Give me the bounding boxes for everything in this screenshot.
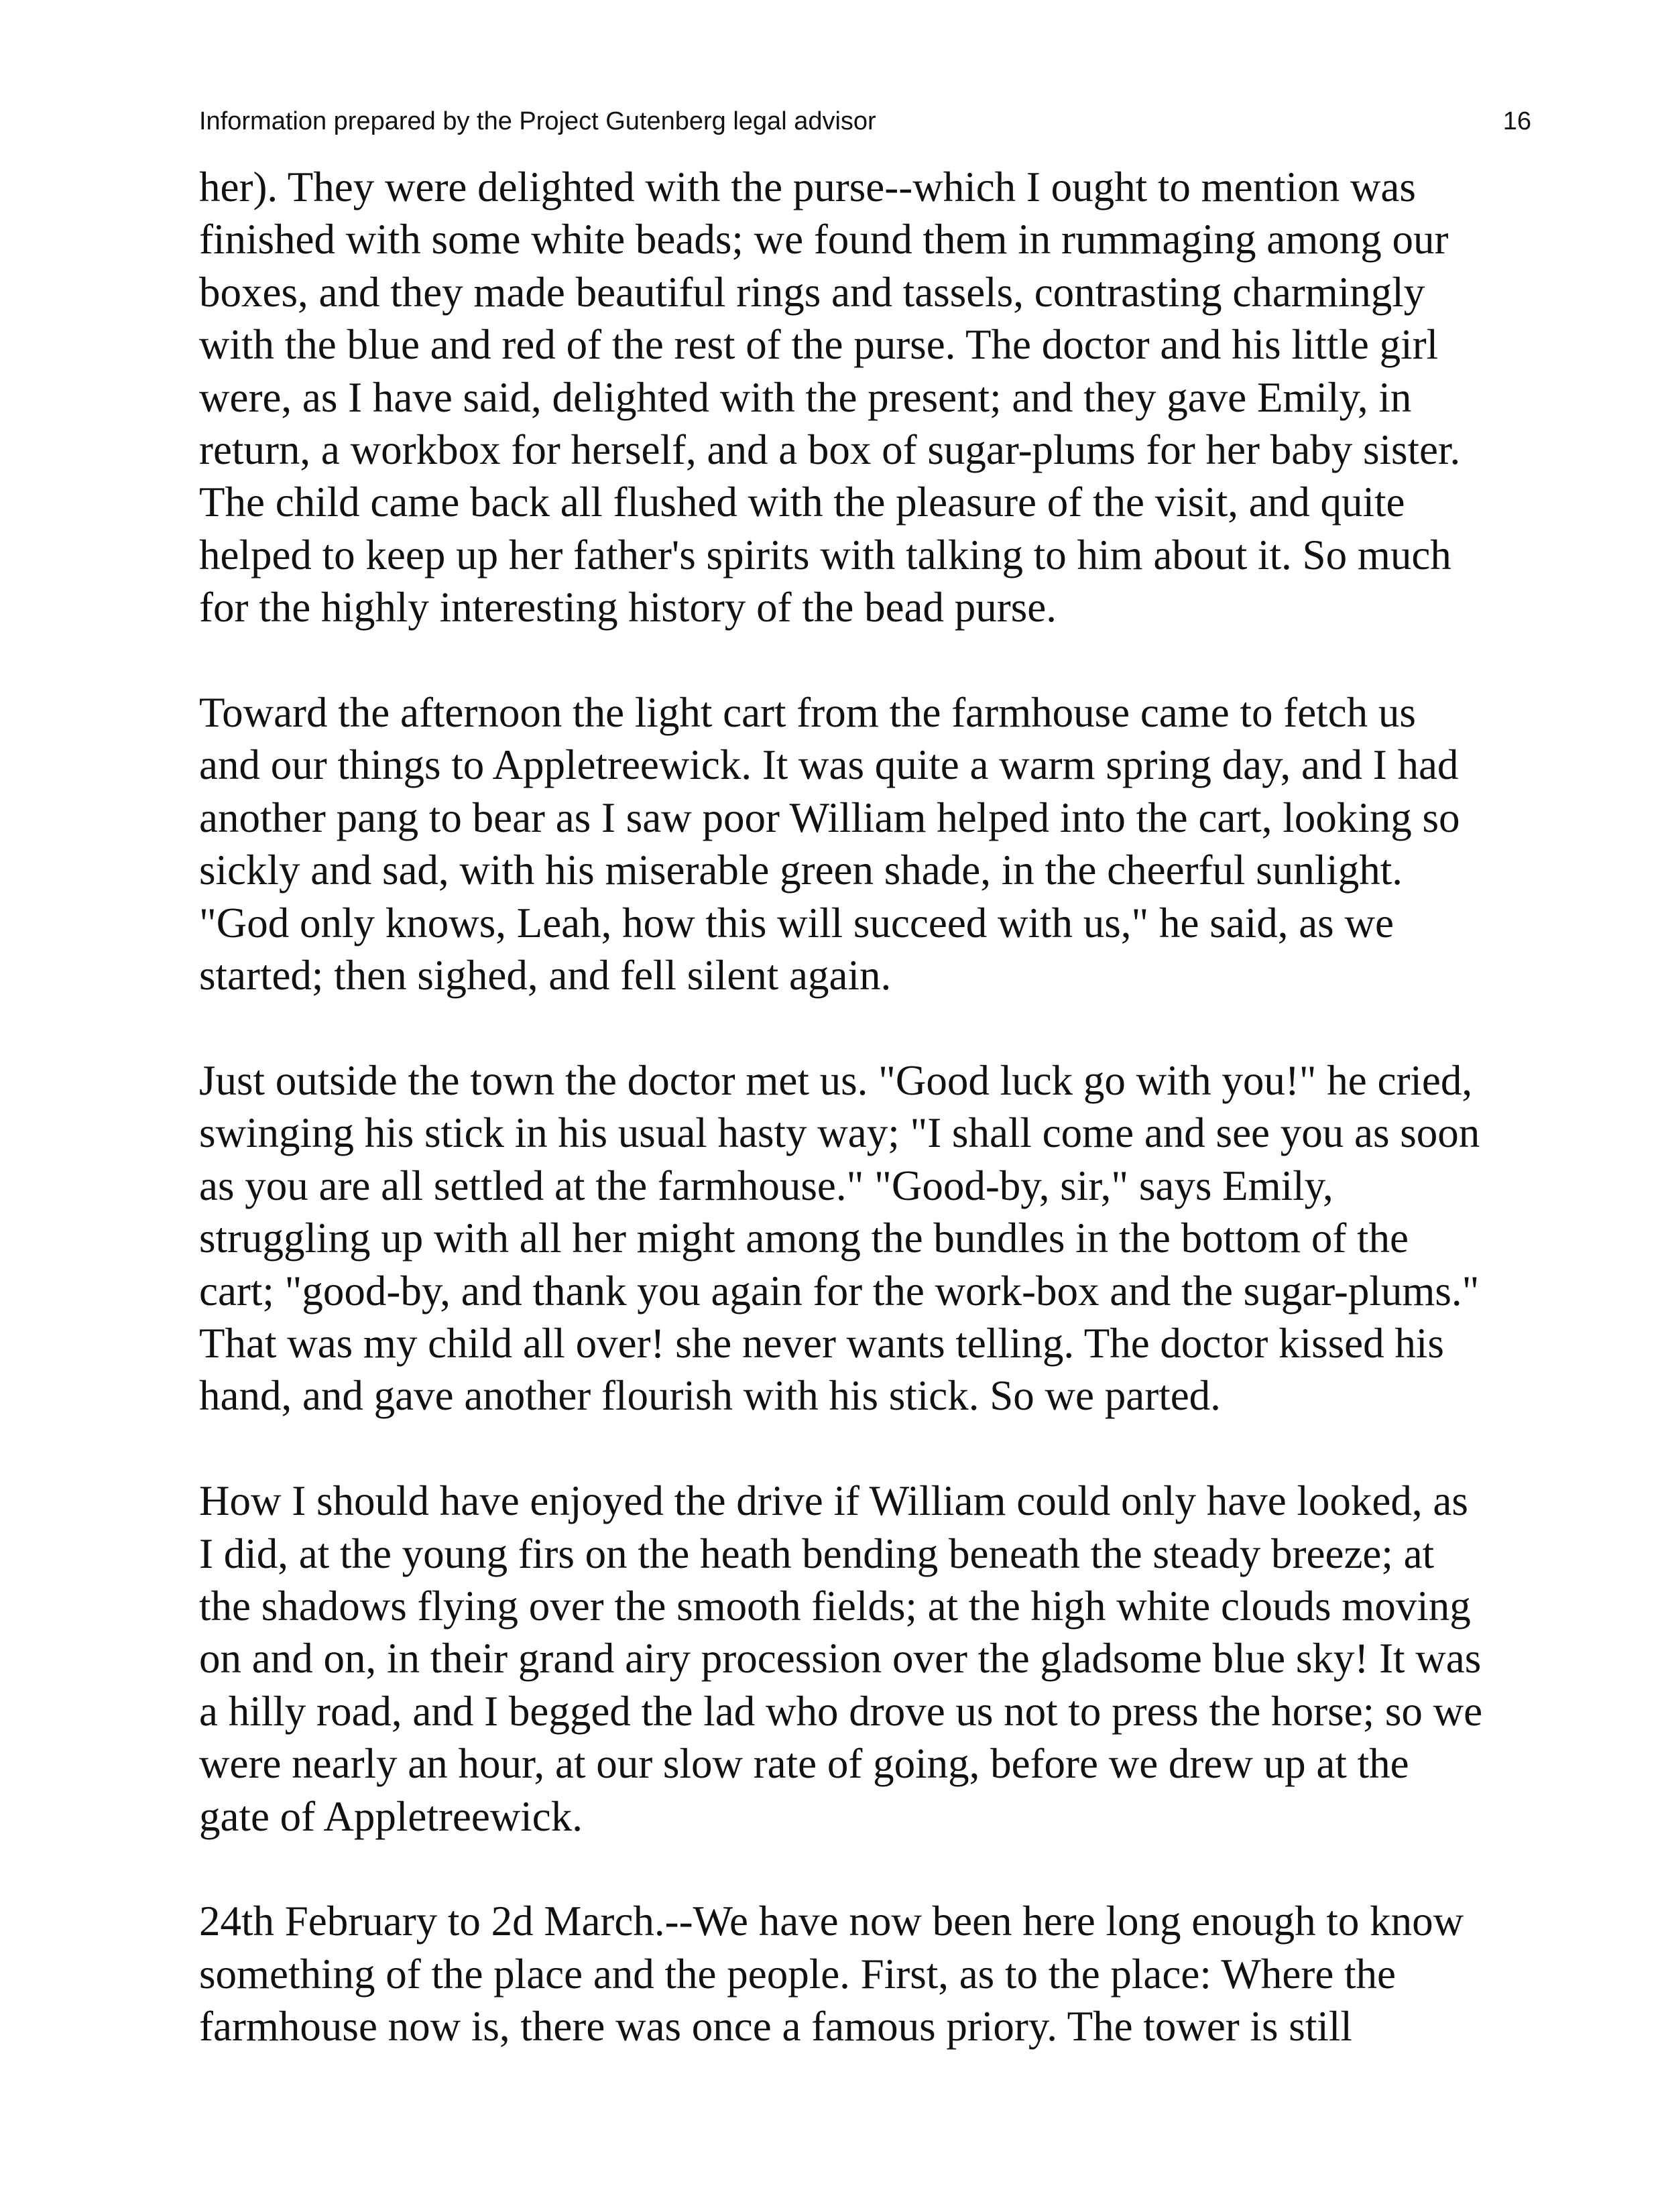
text-line: a hilly road, and I begged the lad who drove us not to press the horse; so we (199, 1687, 1483, 1735)
paragraph-drive (199, 1475, 1533, 1843)
text-line: That was my child all over! she never wants telling. The doctor kissed his (199, 1319, 1444, 1367)
text-line: for the highly interesting history of the bead purse. (199, 584, 1057, 631)
paragraph-doctor-farewell (199, 1054, 1533, 1422)
text-line: How I should have enjoyed the drive if William could only have looked, as (199, 1477, 1468, 1525)
text-line: return, a workbox for herself, and a box of sugar-plums for her baby sister. (199, 426, 1461, 474)
text-line: the shadows flying over the smooth fields; at the high white clouds moving (199, 1582, 1471, 1630)
text-line: on and on, in their grand airy procession over the gladsome blue sky! It was (199, 1635, 1482, 1682)
text-line: another pang to bear as I saw poor William helped into the cart, looking so (199, 794, 1460, 841)
text-line: swinging his stick in his usual hasty way; "I shall come and see you as soon (199, 1109, 1480, 1157)
text-line: Just outside the town the doctor met us. "Good luck go with you!" he cried, (199, 1056, 1473, 1104)
paragraph-diary-entry (199, 1895, 1533, 2052)
text-line: helped to keep up her father's spirits with talking to him about it. So much (199, 531, 1451, 578)
text-line: The child came back all flushed with the pleasure of the visit, and quite (199, 479, 1405, 526)
body-text (199, 161, 1533, 2105)
page-number: 16 (1502, 107, 1531, 135)
text-line: 24th February to 2d March.--We have now been here long enough to know (199, 1898, 1464, 1945)
running-header (199, 105, 1531, 138)
text-line: Toward the afternoon the light cart from the farmhouse came to fetch us (199, 689, 1416, 737)
text-line: sickly and sad, with his miserable green shade, in the cheerful sunlight. (199, 847, 1403, 894)
text-line: were nearly an hour, at our slow rate of going, before we drew up at the (199, 1740, 1409, 1788)
text-line: gate of Appletreewick. (199, 1792, 583, 1840)
text-line: "God only knows, Leah, how this will succeed with us," he said, as we (199, 899, 1394, 946)
text-line: her). They were delighted with the purse--which I ought to mention was (199, 164, 1416, 210)
text-line: were, as I have said, delighted with the present; and they gave Emily, in (199, 373, 1412, 421)
text-line: started; then sighed, and fell silent again. (199, 952, 892, 999)
text-line: cart; "good-by, and thank you again for the work-box and the sugar-plums." (199, 1267, 1480, 1314)
text-line: something of the place and the people. First, as to the place: Where the (199, 1950, 1397, 1998)
text-line: boxes, and they made beautiful rings and tassels, contrasting charmingly (199, 268, 1425, 316)
text-line: struggling up with all her might among the bundles in the bottom of the (199, 1215, 1409, 1262)
text-line: I did, at the young firs on the heath bending beneath the steady breeze; at (199, 1530, 1435, 1577)
header-title: Information prepared by the Project Gutenberg legal advisor (199, 107, 876, 135)
text-line: finished with some white beads; we found them in rummaging among our (199, 216, 1449, 263)
text-line: with the blue and red of the rest of the purse. The doctor and his little girl (199, 321, 1439, 369)
text-line: hand, and gave another flourish with his stick. So we parted. (199, 1372, 1221, 1420)
paragraph-journey (199, 686, 1533, 1001)
text-line: and our things to Appletreewick. It was quite a warm spring day, and I had (199, 741, 1459, 789)
text-line: as you are all settled at the farmhouse." "Good-by, sir," says Emily, (199, 1162, 1333, 1209)
paragraph-bead-purse (199, 161, 1533, 634)
text-line: farmhouse now is, there was once a famous priory. The tower is still (199, 2003, 1352, 2050)
